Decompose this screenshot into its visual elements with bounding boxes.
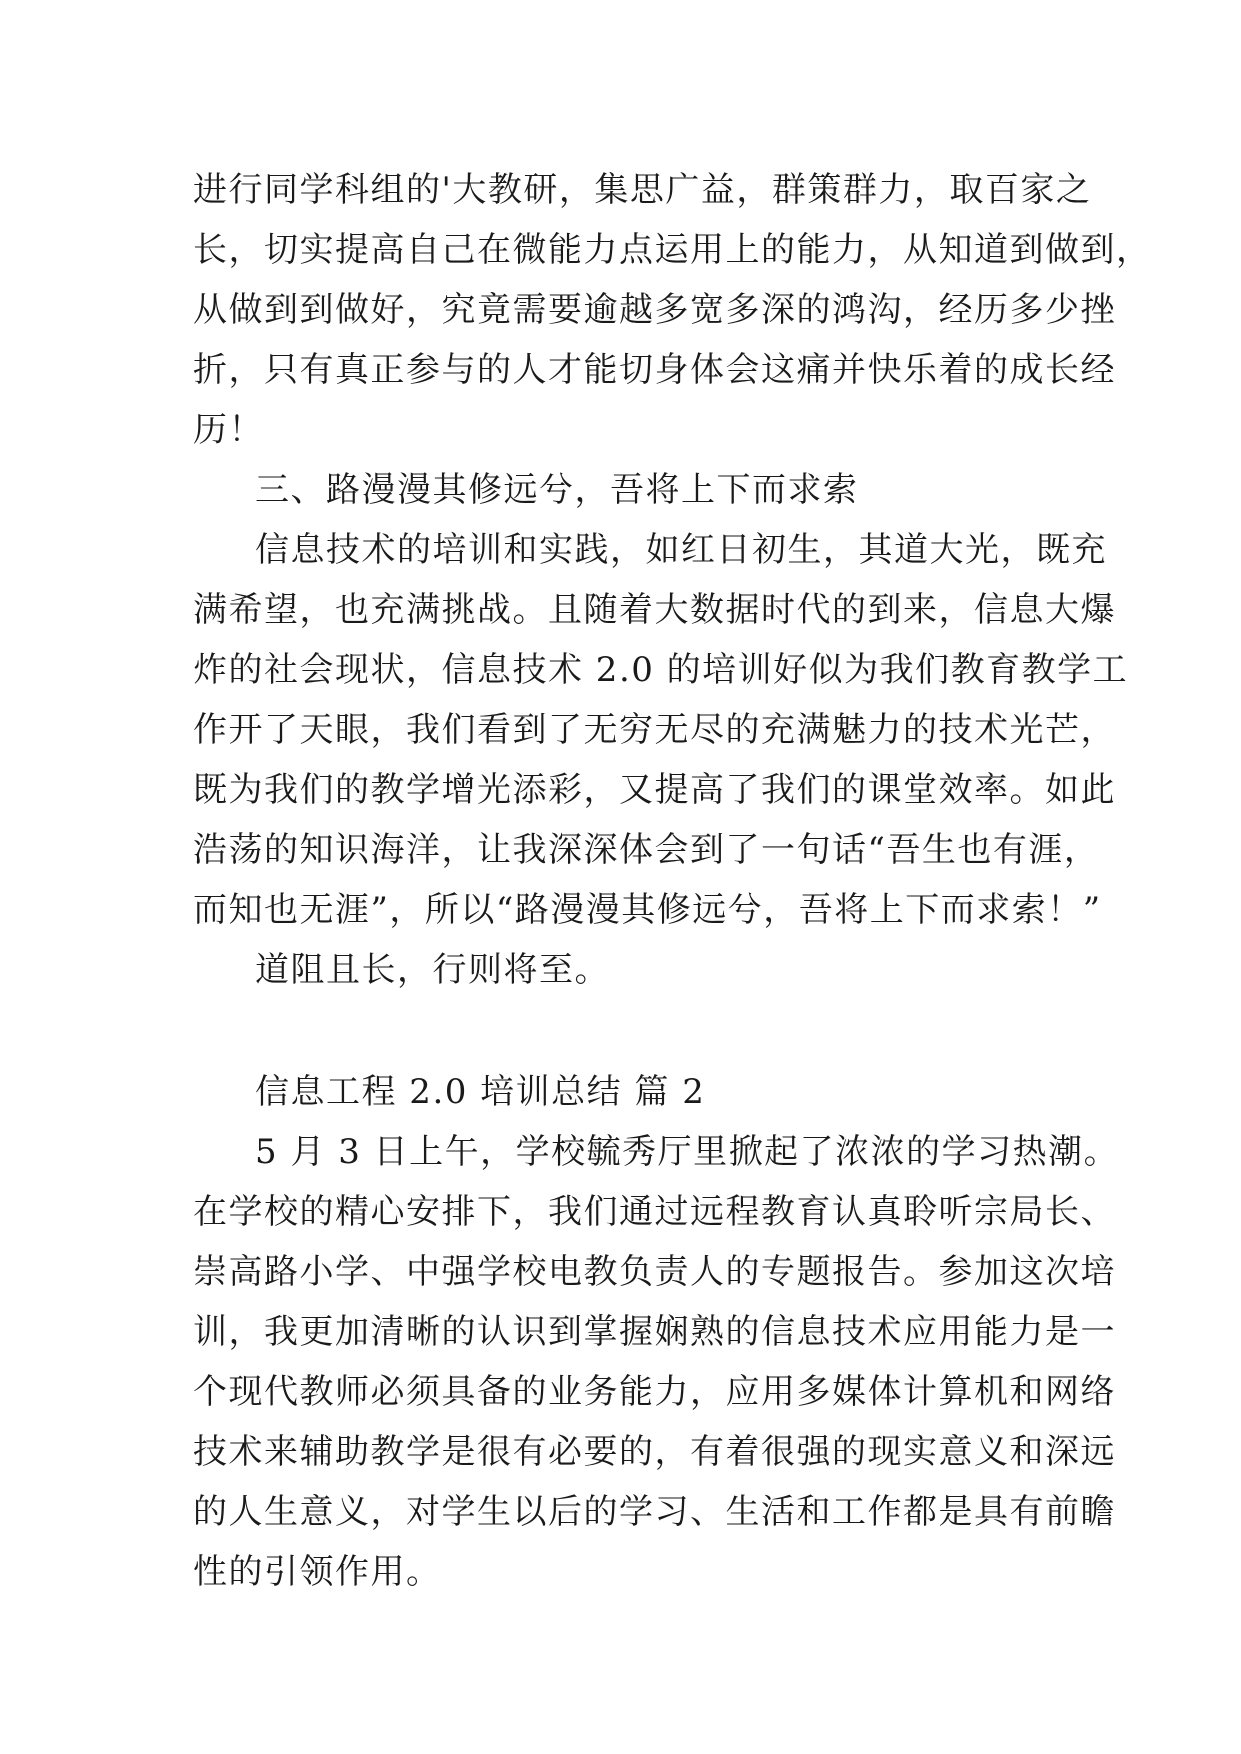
paragraph-line: 进行同学科组的'大教研，集思广益，群策群力，取百家之: [193, 170, 1092, 210]
paragraph-line: 道阻且长，行则将至。: [255, 950, 610, 990]
paragraph-line: 长，切实提高自己在微能力点运用上的能力，从知道到做到，: [193, 230, 1152, 270]
paragraph-line: 性的引领作用。: [193, 1552, 442, 1592]
paragraph-line: 炸的社会现状，信息技术 2.0 的培训好似为我们教育教学工: [193, 650, 1129, 690]
paragraph-line: 满希望，也充满挑战。且随着大数据时代的到来，信息大爆: [193, 590, 1116, 630]
paragraph-line: 5 月 3 日上午，学校毓秀厅里掀起了浓浓的学习热潮。: [255, 1132, 1120, 1172]
paragraph-line: 从做到到做好，究竟需要逾越多宽多深的鸿沟，经历多少挫: [193, 290, 1116, 330]
paragraph-line: 技术来辅助教学是很有必要的，有着很强的现实意义和深远: [193, 1432, 1116, 1472]
section-heading-3: 三、路漫漫其修远兮，吾将上下而求索: [255, 470, 859, 510]
paragraph-line: 个现代教师必须具备的业务能力，应用多媒体计算机和网络: [193, 1372, 1116, 1412]
paragraph-line: 折，只有真正参与的人才能切身体会这痛并快乐着的成长经: [193, 350, 1116, 390]
paragraph-line: 而知也无涯”，所以“路漫漫其修远兮，吾将上下而求索！”: [193, 890, 1102, 930]
paragraph-line: 训，我更加清晰的认识到掌握娴熟的信息技术应用能力是一: [193, 1312, 1116, 1352]
paragraph-line: 既为我们的教学增光添彩，又提高了我们的课堂效率。如此: [193, 770, 1116, 810]
paragraph-line: 浩荡的知识海洋，让我深深体会到了一句话“吾生也有涯，: [193, 830, 1100, 870]
section-gap: [193, 1000, 1053, 1062]
paragraph-line: 信息技术的培训和实践，如红日初生，其道大光，既充: [255, 530, 1107, 570]
paragraph-line: 作开了天眼，我们看到了无穷无尽的充满魅力的技术光芒，: [193, 710, 1116, 750]
article-title: 信息工程 2.0 培训总结 篇 2: [255, 1072, 706, 1112]
paragraph-line: 历！: [193, 410, 264, 450]
paragraph-line: 在学校的精心安排下，我们通过远程教育认真聆听宗局长、: [193, 1192, 1116, 1232]
paragraph-line: 崇高路小学、中强学校电教负责人的专题报告。参加这次培: [193, 1252, 1116, 1292]
document-page: [193, 160, 1152, 1602]
paragraph-line: 的人生意义，对学生以后的学习、生活和工作都是具有前瞻: [193, 1492, 1116, 1532]
